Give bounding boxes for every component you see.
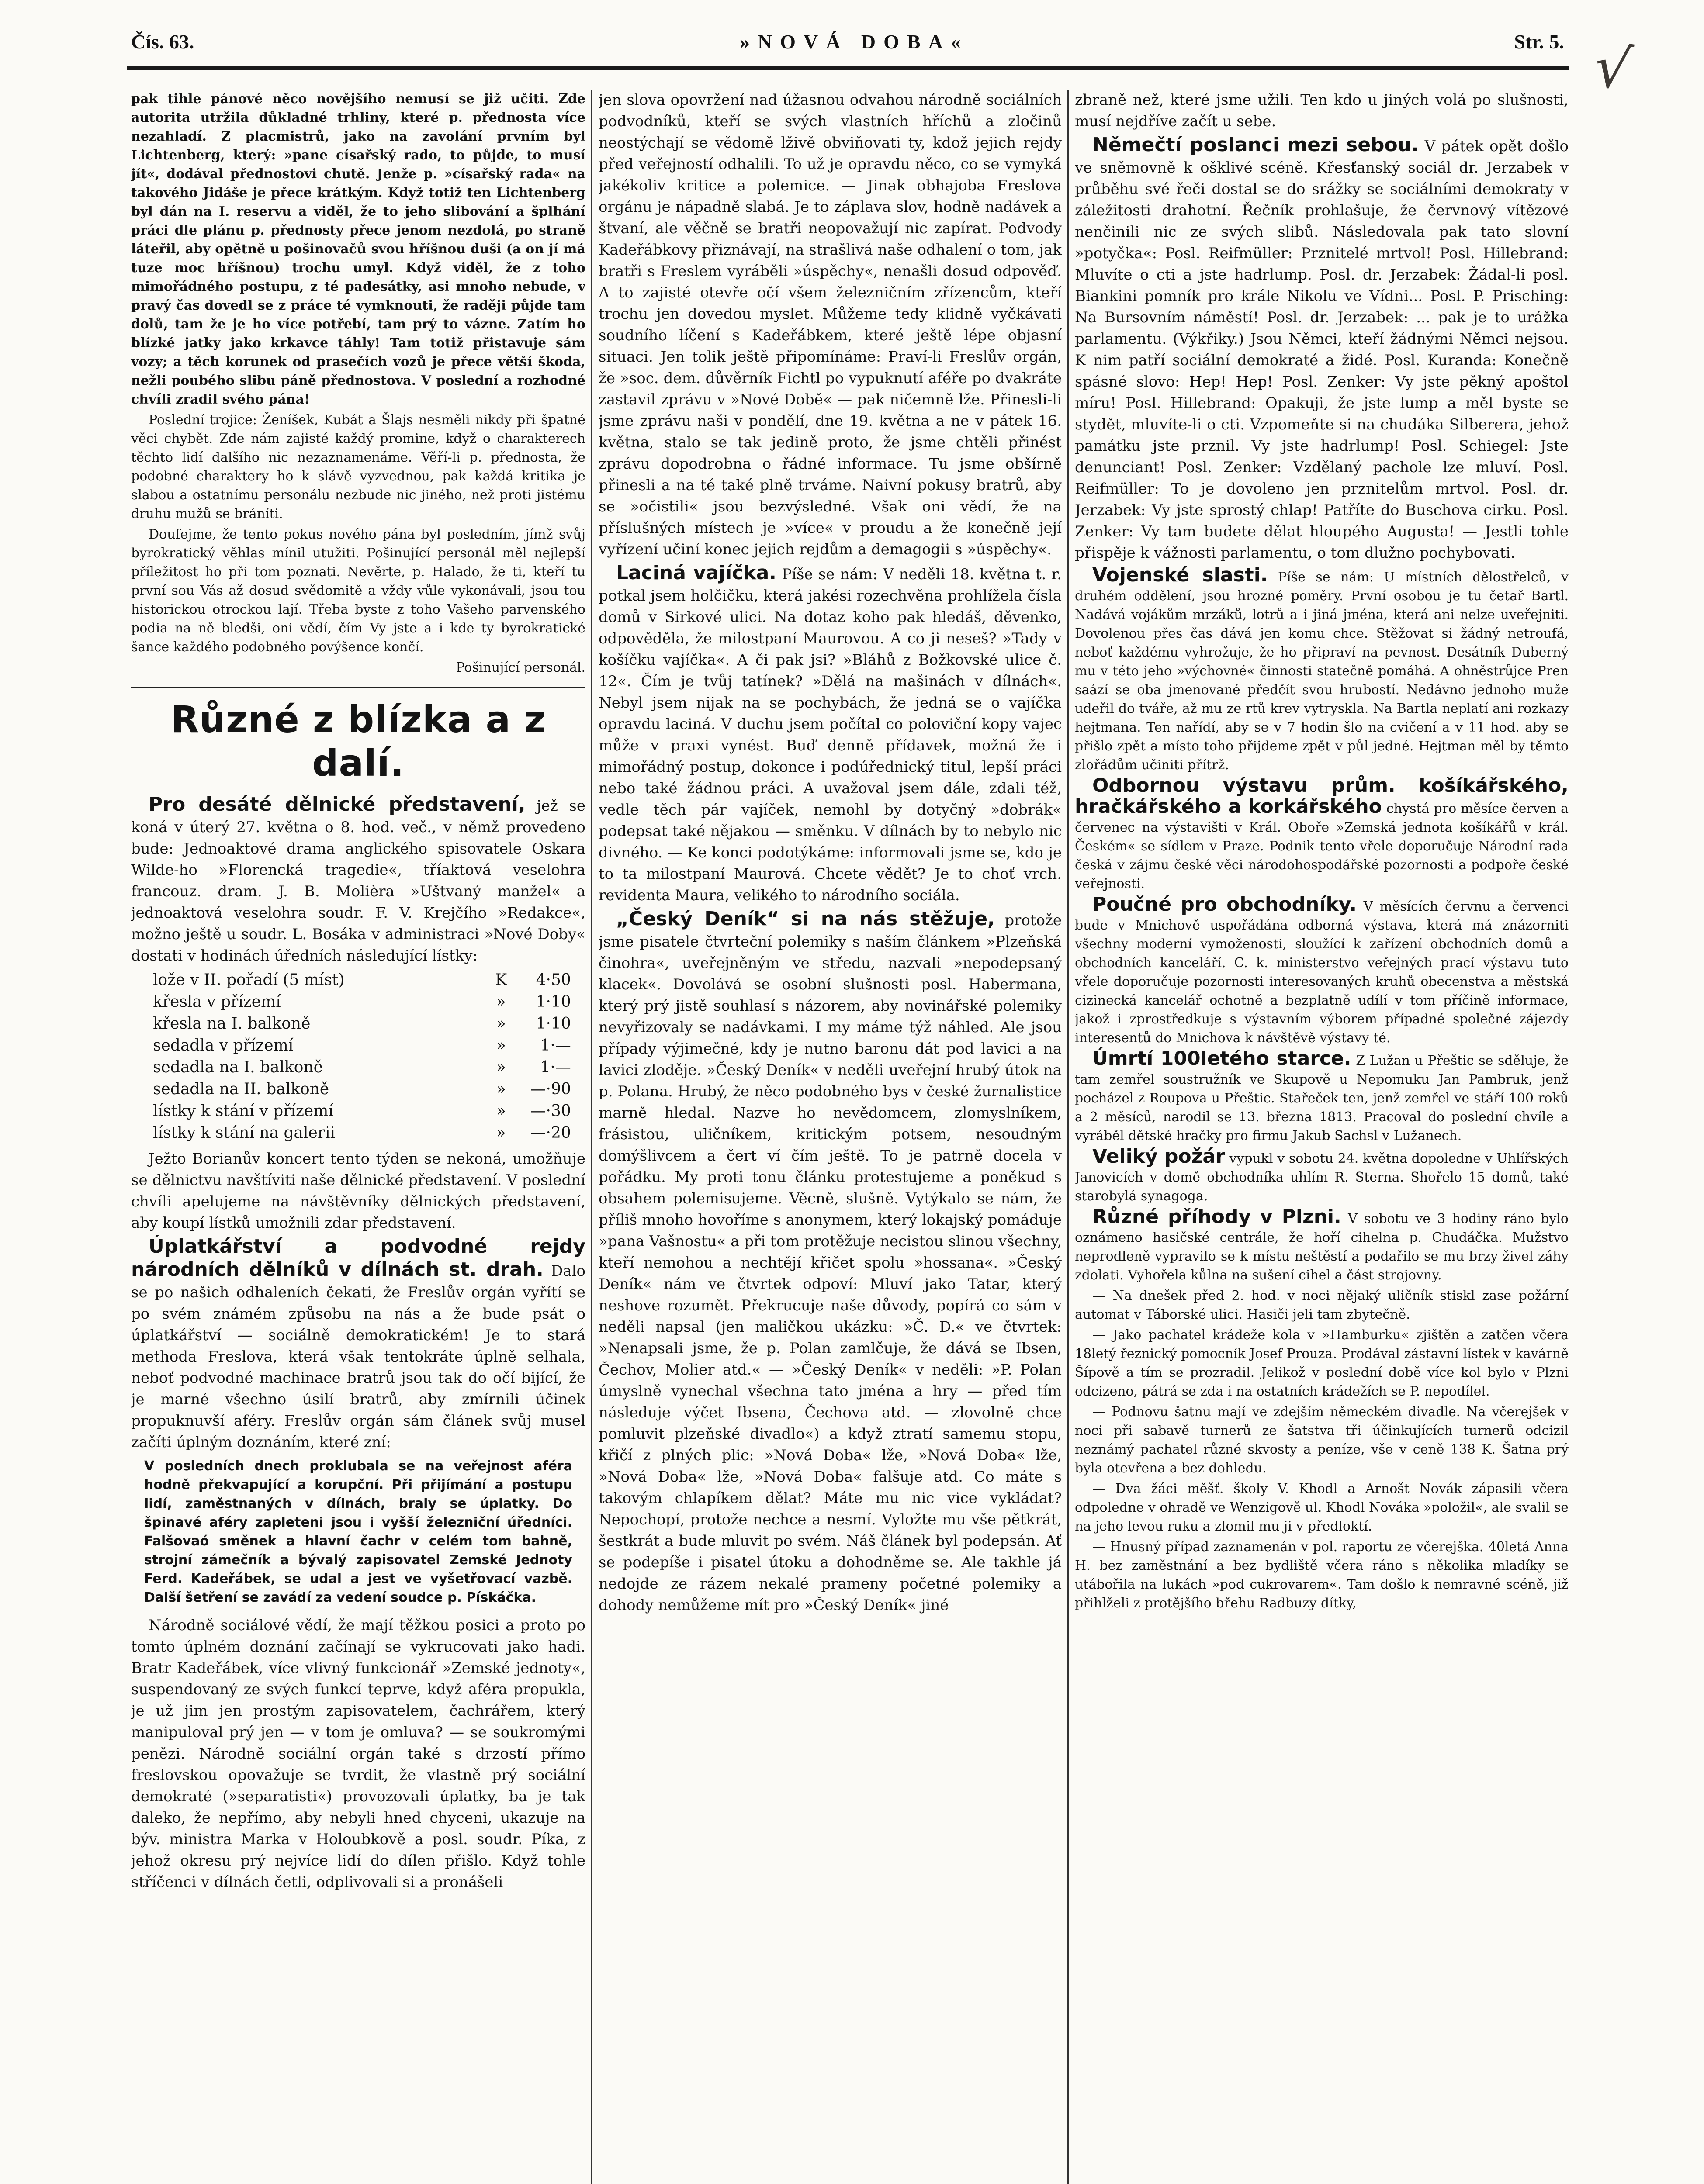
article-heading: Laciná vajíčka. (616, 562, 776, 584)
article-paragraph: — Podnovu šatnu mají ve zdejším německém divadle. Na včerejšek v noci při sabavě turnerů ze šatstva tři účinkujících turnerů odcizil neznámý pachatel různé skvosty a peníze, vše v ceně 138 K. Šatna prý byla otevřena a bez dohledu. (1075, 1404, 1569, 1476)
masthead-rule (127, 66, 1569, 70)
article-paragraph: Němečtí poslanci mezi sebou. V pátek opět došlo ve sněmovně k ošklivé scéně. Křesťanský sociál dr. Jerzabek v průběhu své řeči dostal se do srážky se sociálními demokraty v záležitosti drahotní. Řečník prohlašuje, že červnový vítězové nenčinili nic ze svých slibů. Následovala pak tato slovní »potyčka«: Posl. Reifmüller: Prznitelé mrtvol! Posl. Hillebrand: Mluvíte o cti a jste hadrlump. Posl. dr. Jerzabek: Žádal-li posl. Biankini pomník pro krále Nikolu ve Vídni... Posl. P. Prisching: Na Bursovním náměstí! Posl. dr. Jerzabek: ... pak je to urážka parlamentu. (Výkřiky.) Jsou Němci, kteří žádnými Němci nejsou. K nim patří sociální demokraté a židé. Posl. Kuranda: Konečně spásné slovo: Hep! Hep! Posl. Zenker: Vy jste pěkný apoštol míru! Posl. Hillebrand: Opakuji, že jste lump a měl byste se stydět, mluvíte-li o cti. Vzpomeňte si na chudáka Silberera, jehož památku jste prznil. Vy jste hadrlump! Posl. Schiegel: Jste denunciant! Posl. Zenker: Vzdělaný pachole lze mluví. Posl. Reifmüller: To je dovoleno jen prznitelům mrtvol. Posl. dr. Jerzabek: Vy jste sprostý chlap! Patříte do Buschova cirku. Posl. Zenker: Vy tam budete dělat hloupého Augusta! — Jestli tohle přispěje k vážnosti parlamentu, o tom dlužno pochybovati. (1075, 134, 1569, 562)
article-heading: Němečtí poslanci mezi sebou. (1092, 134, 1419, 156)
article-paragraph: Ježto Borianův koncert tento týden se nekoná, umožňuje se dělnictvu navštíviti naše dělnické představení. V poslední chvíli apelujeme na návštěvníky dělnických představení, aby koupí lístků umožnili zdar představení. (131, 1150, 585, 1232)
article-heading: „Český Deník“ si na nás stěžuje, (616, 908, 995, 930)
ticket-price-table (153, 969, 571, 1144)
table-row: lístky k stání v přízemí » —·30 (153, 1102, 571, 1120)
article-paragraph: — Na dnešek před 2. hod. v noci nějaký uličník stiskl zase požární automat v Táborské ulici. Hasiči jeli tam zbytečně. (1075, 1288, 1569, 1322)
article-paragraph: Poučné pro obchodníky. V měsících červnu a červenci bude v Mnichově uspořádána odborná výstava, která má znázorniti všechny moderní vymoženosti, sloužící k zařízení obchodních domů a obchodních kanceláří. C. k. ministerstvo veřejných prací výstavu tuto vřele doporučuje pozornosti interesovaných kruhů obecenstva a městská cizinecká kancelář ochotně a bezplatně udílí v tom příčině informace, jakož i zprostředkuje s výstavním výborem případné společné zájezdy interesentů do Mnichova k návštěvě výstavy té. (1075, 893, 1569, 1046)
column-divider-1 (591, 90, 592, 2184)
article-heading: Různé příhody v Plzni. (1092, 1206, 1341, 1228)
column-1 (131, 90, 585, 2184)
article-paragraph: zbraně než, které jsme užili. Ten kdo u jiných volá po slušnosti, musí nejdříve začít u sebe. (1075, 91, 1569, 130)
article-heading: Vojenské slasti. (1092, 564, 1268, 586)
article-paragraph: Veliký požár vypukl v sobotu 24. května dopoledne v Uhlířských Janovicích v domě obchodníka uhlím R. Sterna. Shořelo 15 domů, také starobylá synagoga. (1075, 1145, 1569, 1204)
pencil-checkmark: √ (1590, 32, 1636, 104)
article-paragraph: Národně sociálové vědí, že mají těžkou posici a proto po tomto úplném doznání začínají se vykrucovati jako hadi. Bratr Kadeřábek, více vlivný funkcionář »Zemské jednoty«, suspendovaný ze svých funkcí teprve, když aféra propukla, je už jim jen prostým zapisovatelem, čachrářem, který manipuloval prý jen — v tom je omluva? — se soukromými penězi. Národně sociální orgán také s drzostí přímo freslovskou opovažuje se tvrdit, že vlastně prý sociální demokraté (»separatisti«) provozovali úplatky, ba je tak daleko, že nepřímo, aby nebyli hned chyceni, ukazuje na býv. ministra Marka v Holoubkově a posl. soudr. Píka, z jehož okresu prý nejvíce lidí do dílen přišlo. Když tohle stříčenci v dílnách četli, odplivovali si a pronášeli (131, 1617, 585, 1891)
table-row: sedadla na I. balkoně » 1·— (153, 1058, 571, 1076)
article-heading: Veliký požár (1092, 1145, 1225, 1168)
article-signature: Pošinující personál. (456, 660, 585, 675)
article-paragraph: Úmrtí 100letého starce. Z Lužan u Přeštic se sděluje, že tam zemřel soustružník ve Skupově u Nepomuku Jan Pambruk, jenž pocházel z Roupova u Přeštic. Stařeček ten, jenž zemřel ve stáří 100 roků a 2 měsíců, narodil se 13. března 1813. Pracoval do poslední chvíle a vyráběl dětské hračky pro firmu Jakub Sachsl v Lužanech. (1075, 1047, 1569, 1144)
article-paragraph: — Dva žáci měšť. školy V. Khodl a Arnošt Novák zápasili včera odpoledne v ohradě ve Wenzigově ul. Khodl Nováka »položil«, ale svalil se na jeho levou ruku a zlomil mu ji v předloktí. (1075, 1481, 1569, 1534)
issue-number: Čís. 63. (131, 30, 194, 53)
column-3 (1075, 90, 1569, 2184)
table-row: sedadla na II. balkoně » —·90 (153, 1080, 571, 1098)
section-title: Různé z blízka a z dalí. (170, 698, 546, 784)
section-rule (131, 687, 585, 688)
article-paragraph: Vojenské slasti. Píše se nám: U místních dělostřelců, v druhém oddělení, jsou hrozné poměry. První osobou je tu četař Bartl. Nadává vojákům mrzáků, lotrů a i jiná jména, která ani nelze uveřejniti. Dovolenou přes čas dává jen komu chce. Stěžovat si žádný netroufá, neboť každému vyhrožuje, že ho připraví na pevnost. Desátník Duberný mu v této jeho »výchovné« činnosti statečně pomáhá. A ohněstrůjce Pren saází se oba jmenované předčít svou hrubostí. Nedávno jednoho muže udeřil do tváře, až mu ze rtů krev vytryskla. Na Bartla neplatí ani rozkazy hejtmana. Ten nařídí, aby se v 7 hodin šlo na cvičení a v 11 hod. aby se přišlo zpět a místo toho přijdeme zpět v půl jedné. Hejtman měl by těmto zlořádům učiniti přítrž. (1075, 564, 1569, 773)
article-heading: Úmrtí 100letého starce. (1092, 1047, 1351, 1070)
article-paragraph: Pro desáté dělnické představení, jež se koná v úterý 27. května o 8. hod. več., v němž provedeno bude: Jednoaktové drama anglického spisovatele Oskara Wilde-ho »Florencká tragedie«, tříaktová veselohra francouz. dram. J. B. Molièra »Uštvaný manžel« a jednoaktová veselohra soudr. F. V. Krejčího »Redakce«, možno ještě u soudr. L. Bosáka v administraci »Nové Doby« dostati v hodinách úředních následující lístky: (131, 793, 585, 964)
table-row: křesla v přízemí » 1·10 (153, 993, 571, 1011)
table-row: křesla na I. balkoně » 1·10 (153, 1015, 571, 1033)
article-paragraph: jen slova opovržení nad úžasnou odvahou národně sociálních podvodníků, kteří se svých vlastních hříchů a zločinů neostýchají se vědomě lživě obviňovati ty, kdož jejich rejdy před veřejností odhalili. To už je opravdu něco, co se vymyká jakékoliv kritice a polemice. — Jinak obhajoba Freslova orgánu je nápadně slabá. Je to záplava slov, hodně nadávek a štvaní, ale věčně se bratři neopovažují nic zapírat. Podvody Kadeřábkovy přiznávají, na strašlivá naše odhalení o tom, jak bratři s Freslem vyráběli »úspěchy«, nenašli dosud odpověď. A to zajisté otevře očí všem železničním zřízencům, kteří trochu jen dovedou myslet. Můžeme tedy klidně vyčkávati soudního líčení s Kadeřábkem, které ještě lépe objasní situaci. Jen tolik ještě připomínáme: Praví-li Freslův orgán, že »soc. dem. důvěrník Fichtl po vypuknutí aféře po dvakráte zastavil zprávu v »Nové Době« — pak ničemně lže. Přinesli-li jsme zprávu naši v pondělí, dne 19. května a ne v pátek 16. května, stalo se tak jedině proto, že jsme chtěli přinést zprávu dopodrobna o řádné informace. Tu jsme obšírně přinesli a na té také plně trváme. Naivní pokusy bratrů, aby se »očistili« jsou bezvýsledné. Však oni vědí, že na příslušných místech je »více« v proudu a že konečně její vyřízení učiní konec jejich rejdům a demagogii s »úspěchy«. (599, 91, 1062, 558)
article-paragraph: pak tihle pánové něco novějšího nemusí se již učiti. Zde autorita utržila důkladné trhliny, které p. přednosta více nezahladí. Z placmistrů, jako na zavolání prvním byl Lichtenberg, který: »pane císařský rado, to půjde, to musí jít«, dodával přednostovi chutě. Jenže p. »císařský rada« na takového Jidáše je přece krátkým. Když totiž ten Lichtenberg byl dán na I. reservu a viděl, že to jeho slibování a šplhání práci dle plánu p. přednosty přece jenom nezdolá, po straně láteřil, aby opětně u pošinovačů svou hříšnou duši (a on jí má tuze moc hříšnou) trochu umyl. Když viděl, že z toho mimořádného postupu, z té padesátky, asi mnoho nebude, v pravý čas dovedl se z práce té vymknouti, že raději půjde tam dolů, tam že je ho více potřebí, tam prý to vázne. Zatím ho blízké jatky jako krkavce táhly! Tam totiž přistavuje sám vozy; a těch korunek od prasečích vozů je přece větší škoda, nežli poubého slibu páně přednostova. V poslední a rozhodné chvíli zradil svého pána! (131, 91, 585, 407)
masthead (131, 24, 1564, 59)
article-heading: Pro desáté dělnické představení, (149, 793, 526, 816)
article-paragraph: Poslední trojice: Ženíšek, Kubát a Šlajs nesměli nikdy při špatné věci chybět. Zde nám zajisté každý promine, když o charakterech těchto lidí dalšího nic nezaznamenáme. Věří-li p. přednosta, že podobné charaktery ho k slávě vyzvednou, pak každá kritika je slabou a ostatnímu personálu nezbude nic jiného, než proti jistému druhu mužů se bráníti. (131, 412, 585, 522)
page-number: Str. 5. (1514, 30, 1564, 53)
table-row: lože v II. pořadí (5 míst) K 4·50 (153, 971, 571, 989)
column-divider-2 (1067, 90, 1069, 2184)
table-row: sedadla v přízemí » 1·— (153, 1037, 571, 1054)
table-row: lístky k stání na galerii » —·20 (153, 1124, 571, 1142)
article-paragraph: Úplatkářství a podvodné rejdy národních dělníků v dílnách st. drah. Dalo se po našich odhaleních čekati, že Freslův orgán vyřítí se po svém známém způsobu na nás a že bude psát o úplatkářství — sociálně demokratickém! Je to stará methoda Freslova, která však tentokráte úplně selhala, neboť podvodné machinace bratrů jsou tak do očí bijící, že je marné všechno úsilí bratrů, aby zmírnili účinek propuknuvší aféry. Freslův orgán sám článek svůj musel začíti úplným doznáním, které zní: (131, 1235, 585, 1451)
article-paragraph: „Český Deník“ si na nás stěžuje, protože jsme pisatele čtvrteční polemiky s naším článkem »Plzeňská činohra«, uveřejněným ve středu, nazvali »nepodepsaný klacek«. Dovolává se osobní slušnosti posl. Habermana, který prý jistě souhlasí s názorem, aby novinářské polemiky nevyřizovaly se nadávkami. I my máme týž náhled. Ale jsou případy výjimečné, kdy je nutno baronu dát pod lavici a na lavici zloděje. »Český Deník« v neděli uveřejní hrubý útok na p. Polana. Hrubý, že něco podobného bys v české žurnalistice marně hledal. Nazve ho nevědomcem, zlomyslníkem, frásistou, uličníkem, kritickým potsem, nesoudným domýšlivcem a čert ví čím ještě. To je patrně docela v pořádku. My proti tonu článku protestujeme a poněkud s obsahem polemisujeme. Věcně, slušně. Vytýkalo se nám, že příliš mnoho hovoříme s anonymem, který lokajský pomáduje »pana Vašnostu« a při tom protěžuje necistou slinou všechny, kteří nemohou a nechtějí křičet spolu »hossana«. »Český Deník« nám ve čtvrtek odpoví: Mluví jako Tatar, který neshove rozumět. Překrucuje naše důvody, popírá co sám v neděli napsal (jen maličkou ukázku: »Č. D.« ve čtvrtek: »Nenapsali jsme, že p. Polan zamlčuje, že dává se Ibsen, Čechov, Molier atd.« — »Český Deník« v neděli: »P. Polan úmyslně vynechal všechna tato jména a hry — před tím následuje výčet Ibsena, Čechova atd. — zlovolně chce pomluvit plzeňské divadlo«) a když ztratí samemu stopu, křičí z plných plic: »Nová Doba« lže, »Nová Doba« lže, »Nová Doba« lže, »Nová Doba« falšuje atd. Co máte s takovým chlapíkem dělat? Máte mu nic vice vykládat? Nepochopí, protože nechce a nesmí. Vyložte mu vše pětkrát, šestkrát a bude mluvit po svém. Náš článek byl podepsán. Ať se podepíše i pisatel útoku a dohodněme se. Ale takhle já nedojde ze rázem nekalé prameny početné polemiky a dohody nemůžeme mít pro »Český Deník« jiné (599, 908, 1062, 1614)
newspaper-title: »NOVÁ DOBA« (739, 30, 969, 53)
article-heading: Odbornou výstavu prům. košíkářského, hračkářského a korkářského (1075, 774, 1569, 818)
article-paragraph: Doufejme, že tento pokus nového pána byl posledním, jímž svůj byrokratický věhlas mínil utužiti. Pošinující personál měl nejlepší příležitost ho při tom poznati. Nevěrte, p. Halado, že ti, kteří tu první sou Vás až dosud svědomitě a vždy vůle vykonávali, jsou tou historickou otrockou lají. Třeba byste z toho Vašeho parvenského podia na ně bledši, oni vědí, čím Vy jste a i kde ty byrokratické šance každého podobného povýšence končí. (131, 527, 585, 655)
article-paragraph: Odbornou výstavu prům. košíkářského, hračkářského a korkářského chystá pro měsíce červen a červenec na výstavišti v Král. Oboře »Zemská jednota košíkářů v král. Českém« se sídlem v Praze. Podnik tento vřele doporučuje Národní rada česká v zájmu české věci národohospodářské pozornosti a podpoře české veřejnosti. (1075, 774, 1569, 892)
quoted-notice: V posledních dnech proklubala se na veřejnost aféra hodně překvapující a korupční. Při přijímání a postupu lidí, zaměstnaných v dílnách, braly se úplatky. Do špinavé aféry zapleteni jsou i vyšší železniční úředníci. Falšovaó směnek a hlavní čachr v celém tom bahně, strojní zámečník a bývalý zapisovatel Zemské Jednoty Ferd. Kadeřábek, se udal a jest ve vyšetřovací vazbě. Další šetření se zavádí za vedení soudce p. Pískáčka. (144, 1458, 572, 1605)
article-paragraph: Různé příhody v Plzni. V sobotu ve 3 hodiny ráno bylo oznámeno hasičské centrále, že hoří cihelna p. Chudáčka. Mužstvo neprodleně vypravilo se k místu neštěstí a podařilo se mu brzy živel záhy zdolati. Vyhořela kůlna na sušení cihel a část strojovny. (1075, 1206, 1569, 1283)
article-paragraph: Laciná vajíčka. Píše se nám: V neděli 18. května t. r. potkal jsem holčičku, která jakési rozechvěna prohlížela čísla domů v Sirkové ulici. Na dotaz koho pak hledáš, děvenko, odpověděla, že milostpaní Maurovou. A co ji neseš? »Tady v košíčku vajíčka«. A či pak jsi? »Bláhů z Božkovské ulice č. 12«. Čím je tvůj tatínek? »Dělá na mašinách v dílnách«. Nebyl jsem nijak na se pochybách, že jedná se o vajíčka opravdu laciná. V duchu jsem počítal co poloviční kopy vajec může v praxi vynést. Buď denně přídavek, možná že i mimořádný postup, dokonce i podúřednický titul, lepší práci nebo také žádnou práci. A uvažoval jsem dále, zdali též, vedle těch pár vajíček, nemohl by dotyčný »dobrák« podepsat také nějakou — směnku. V dílnách by to nebylo nic divného. — Ke konci podotýkáme: informovali jsme se, kdo je to ta milostpaní Maurová. Chcete vědět? Je to choť vrch. revidenta Maura, velikého to národního sociála. (599, 562, 1062, 904)
article-paragraph: — Jako pachatel krádeže kola v »Hamburku« zjištěn a zatčen včera 18letý řeznický pomocník Josef Prouza. Prodával zástavní lístek v kavárně Šípově a tím se prozradil. Jelikož v poslední době více kol bylo v Plzni odcizeno, pátrá se zda i na ostatních krádežích se P. nepodílel. (1075, 1327, 1569, 1399)
column-2 (599, 90, 1062, 2184)
article-heading: Úplatkářství a podvodné rejdy národních dělníků v dílnách st. drah. (131, 1235, 585, 1281)
article-heading: Poučné pro obchodníky. (1092, 893, 1357, 916)
article-paragraph: — Hnusný případ zaznamenán v pol. raportu ze včerejška. 40letá Anna H. bez zaměstnání a bez bydliště včera ráno s několika mladíky se utábořila na lukách »pod cukrovarem«. Tam došlo k nemravné scéně, již přihlželi z protějšího břehu Radbuzy dítky, (1075, 1539, 1569, 1611)
